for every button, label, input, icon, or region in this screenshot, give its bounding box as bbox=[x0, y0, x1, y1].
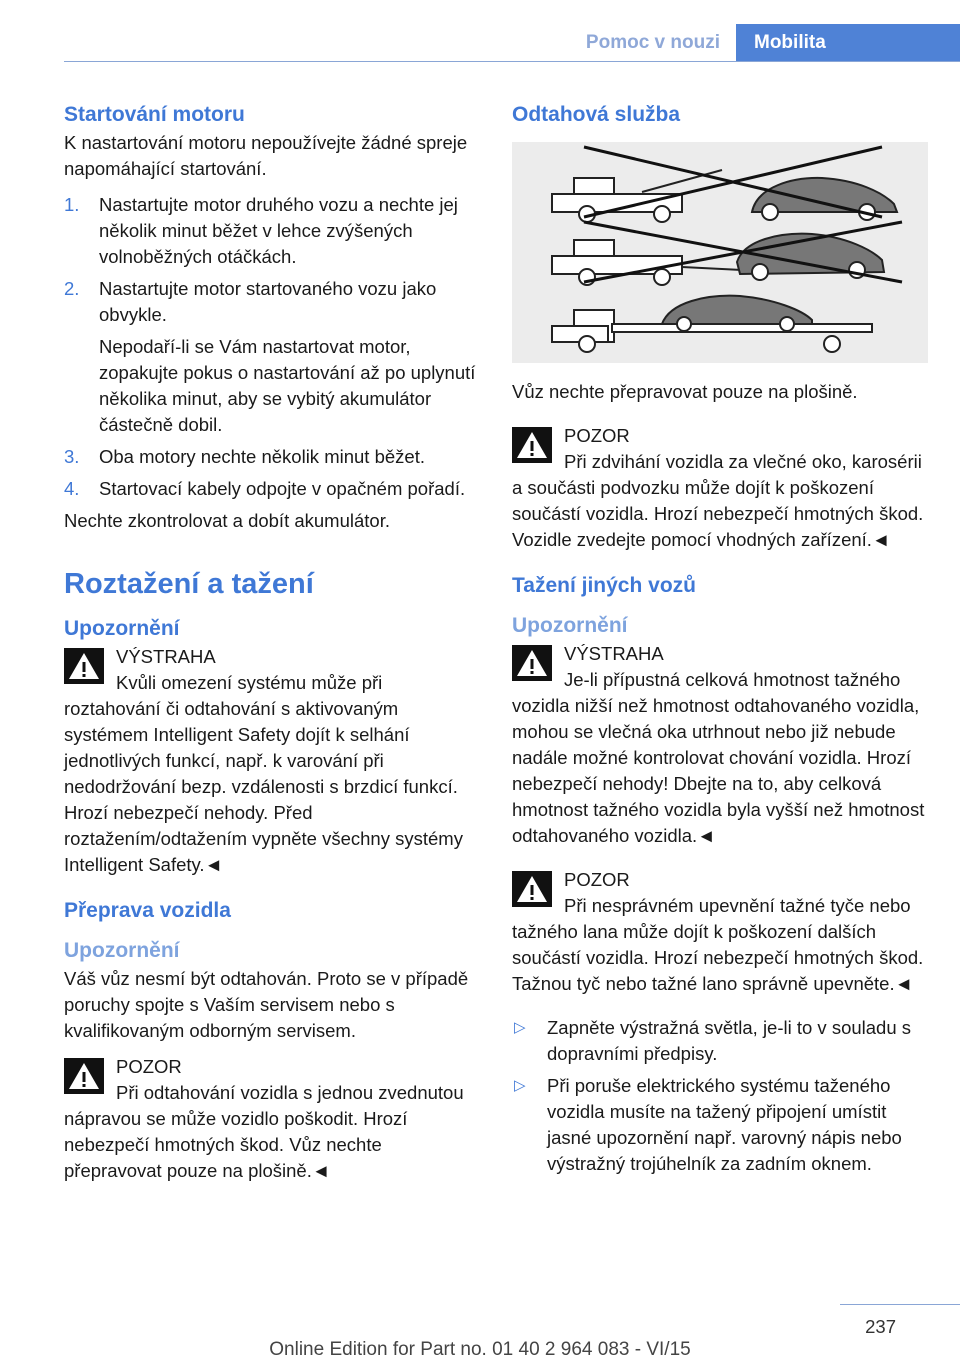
caution-block bbox=[512, 423, 928, 553]
caution-title: POZOR bbox=[564, 425, 630, 446]
caution-text: Při nesprávném upevnění tažné tyče nebo tažného lana může dojít k poškození dalších součástí vozidla. Hrozí nebezpečí hmotných škod. Tažnou tyč nebo tažné lano správně upevněte.◄ bbox=[512, 895, 924, 994]
figure-caption: Vůz nechte přepravovat pouze na plošině. bbox=[512, 381, 858, 402]
list-item: ▷ Při poruše elektrického systému taženého vozidla musíte na tažený připojení umístit jasné upozornění např. varovný nápis nebo výstražný trojúhelník za zadním oknem. bbox=[514, 1075, 902, 1174]
edition-footer: Online Edition for Part no. 01 40 2 964 083 - VI/15 bbox=[269, 1339, 691, 1360]
warning-text: Je-li přípustná celková hmotnost tažného vozidla nižší než hmotnost odtahovaného vozidla, mohou se vlečná oka utrhnout nebo již nebude nadále možné kontrolovat chování vozidla. Hrozí nebezpečí nehody! Dbejte na to, aby celková hmotnost tažného vozidla byla vyšší než hmotnost odtahovaného vozidla.◄ bbox=[512, 669, 925, 846]
header-section-label: Pomoc v nouzi bbox=[585, 32, 720, 53]
tow-other-heading: Tažení jiných vozů bbox=[512, 574, 696, 597]
tow-bullets-list bbox=[512, 1015, 928, 1177]
tow-service-heading: Odtahová služba bbox=[512, 103, 681, 126]
list-item: ▷ Zapněte výstražná světla, je-li to v souladu s dopravními předpisy. bbox=[514, 1017, 912, 1064]
start-engine-heading: Startování motoru bbox=[64, 103, 245, 126]
caution-text: Při zdvihání vozidla za vlečné oko, karosérii a součásti podvozku může dojít k poškození součástí vozidla. Hrozí nebezpečí hmotných škod. Vozidle zvedejte pomocí vhodných zařízení.◄ bbox=[512, 451, 924, 550]
warning-text: Kvůli omezení systému může při roztahování či odtahování s aktivovaným systémem Intelligent Safety dojít k selhání jednotlivých funkcí, např. k varování při nedodržování bezp. vzdálenosti s brzdicí funkcí. Hrozí nebezpečí nehody. Před roztažením/odtažením vypněte všechny systémy Intelligent Safety.◄ bbox=[64, 672, 463, 875]
footer-rule bbox=[840, 1304, 960, 1305]
warning-triangle-icon bbox=[512, 871, 552, 907]
page-header bbox=[0, 24, 960, 62]
caution-title: POZOR bbox=[564, 869, 630, 890]
caution-text: Při odtahování vozidla s jednou zvednutou nápravou se může vozidlo poškodit. Hrozí nebezpečí hmotných škod. Vůz nechte přepravovat pouze na plošině.◄ bbox=[64, 1082, 464, 1181]
notice-heading: Upozornění bbox=[64, 617, 180, 640]
bullet-triangle-icon: ▷ bbox=[514, 1077, 526, 1094]
start-engine-intro: K nastartování motoru nepoužívejte žádné spreje napomáhající startování. bbox=[64, 132, 468, 179]
page-number: 237 bbox=[865, 1316, 896, 1337]
start-steps-list bbox=[64, 192, 480, 502]
header-rule bbox=[64, 61, 960, 62]
list-item: 1. Nastartujte motor druhého vozu a nechte jej několik minut běžet v lehce zvýšených volnoběžných otáčkách. bbox=[64, 194, 458, 267]
list-item: 2. Nastartujte motor startovaného vozu jako obvykle. Nepodaří-li se Vám nastartovat motor, zopakujte pokus o nastartování až po uplynutí několika minut, aby se vybitý akumulátor částečně dobil. bbox=[64, 278, 476, 435]
right-column bbox=[512, 100, 928, 1183]
warning-block bbox=[64, 644, 480, 878]
transport-text: Váš vůz nesmí být odtahován. Proto se v případě poruchy spojte s Vaším servisem nebo s kvalifikovaným odborným servisem. bbox=[64, 968, 469, 1041]
vehicle-transport-heading: Přeprava vozidla bbox=[64, 899, 231, 922]
warning-triangle-icon bbox=[512, 645, 552, 681]
header-chapter-tab: Mobilita bbox=[736, 24, 960, 62]
left-column bbox=[64, 100, 480, 1184]
warning-triangle-icon bbox=[512, 427, 552, 463]
start-engine-outro: Nechte zkontrolovat a dobít akumulátor. bbox=[64, 510, 390, 531]
notice-subheading: Upozornění bbox=[64, 939, 180, 962]
list-item: 3. Oba motory nechte několik minut běžet. bbox=[64, 446, 425, 467]
warning-triangle-icon bbox=[64, 1058, 104, 1094]
warning-block bbox=[512, 641, 928, 849]
towing-chapter-heading: Roztažení a tažení bbox=[64, 568, 314, 600]
list-item: 4. Startovací kabely odpojte v opačném pořadí. bbox=[64, 478, 466, 499]
warning-title: VÝSTRAHA bbox=[116, 646, 216, 667]
warning-triangle-icon bbox=[64, 648, 104, 684]
tow-truck-illustration bbox=[512, 142, 928, 363]
bullet-triangle-icon: ▷ bbox=[514, 1019, 526, 1036]
caution-block bbox=[512, 867, 928, 997]
caution-block bbox=[64, 1054, 480, 1184]
notice-subheading: Upozornění bbox=[512, 614, 628, 637]
caution-title: POZOR bbox=[116, 1056, 182, 1077]
warning-title: VÝSTRAHA bbox=[564, 643, 664, 664]
